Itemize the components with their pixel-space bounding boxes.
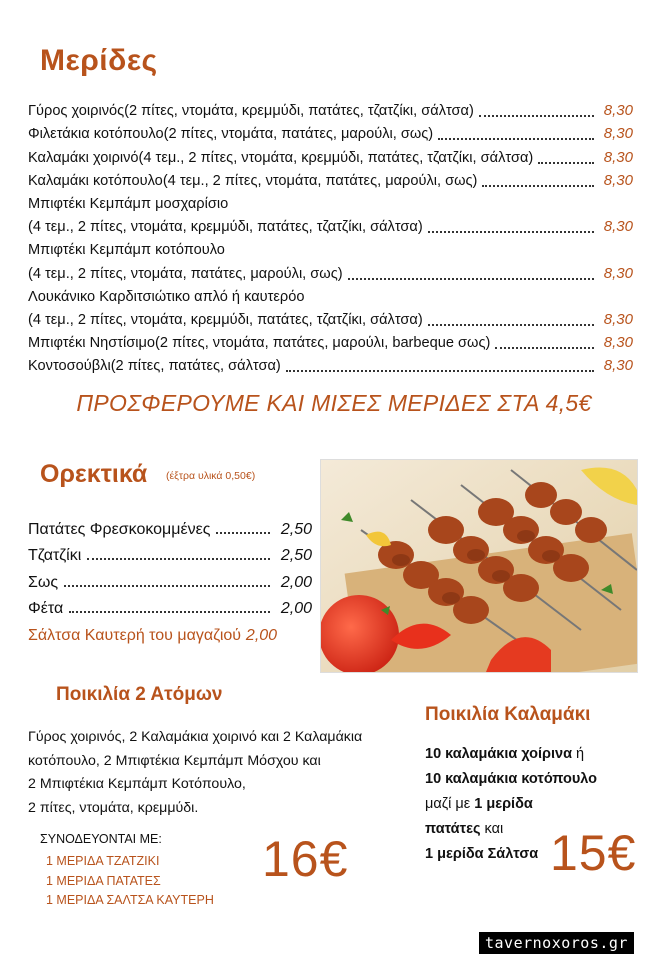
appetizer-price: 2,00: [280, 600, 312, 617]
appetizer-price: 2,00: [245, 626, 278, 644]
poikilia-2-line: κοτόπουλο, 2 Μπιφτέκια Κεμπάμπ Μόσχου και: [28, 752, 321, 769]
section-title-poikilia-2: Ποικιλία 2 Ατόμων: [56, 684, 223, 705]
appetizer-row: [28, 512, 312, 539]
menu-item-row: [28, 330, 633, 353]
appetizer-name: Τζατζίκι: [28, 547, 82, 564]
dot-leader: [69, 610, 270, 613]
souvlaki-photo: [320, 459, 638, 673]
menu-item-row: [28, 214, 633, 237]
dot-leader: [216, 531, 270, 534]
dot-leader: [495, 346, 594, 349]
dot-leader: [479, 114, 594, 117]
kal-line-3a: μαζί με: [425, 796, 475, 812]
menu-item-price: 8,30: [603, 125, 633, 143]
orektika-list: [28, 512, 312, 645]
menu-item-row: [28, 144, 633, 167]
appetizer-price: 2,50: [280, 547, 312, 564]
dot-leader: [64, 584, 270, 587]
appetizer-name: Πατάτες Φρεσκοκομμένες: [28, 520, 211, 538]
menu-item-name: Μπιφτέκι Κεμπάμπ κοτόπουλο: [28, 242, 225, 259]
extras-note: (έξτρα υλικά 0,50€): [166, 470, 256, 482]
dot-leader: [428, 230, 594, 233]
menu-item-row: [28, 237, 633, 260]
accompaniment-item: 1 ΜΕΡΙΔΑ ΠΑΤΑΤΕΣ: [46, 873, 161, 888]
menu-item-name: Καλαμάκι κοτόπουλο: [28, 172, 163, 189]
menu-item-desc: (4 τεμ., 2 πίτες, ντομάτα, κρεμμύδι, πατάτες, τζατζίκι, σάλτσα): [138, 149, 534, 166]
section-title-merides: Μερίδες: [40, 44, 158, 77]
half-portion-promo: ΠΡΟΣΦΕΡΟΥΜΕ ΚΑΙ ΜΙΣΕΣ ΜΕΡΙΔΕΣ ΣΤΑ 4,5€: [76, 390, 592, 416]
appetizer-row: [28, 539, 312, 566]
dot-leader: [482, 184, 594, 187]
menu-item-desc: (4 τεμ., 2 πίτες, ντομάτα, κρεμμύδι, πατάτες, τζατζίκι, σάλτσα): [28, 311, 423, 328]
appetizer-price: 2,00: [280, 573, 312, 591]
menu-item-row: [28, 98, 633, 121]
appetizer-name: Σως: [28, 573, 59, 591]
menu-item-row: [28, 307, 633, 330]
menu-item-row: [28, 353, 633, 376]
menu-item-price: 8,30: [603, 310, 633, 328]
menu-item-row: [28, 168, 633, 191]
kal-line-4a: πατάτες: [425, 821, 481, 837]
menu-item-price: 8,30: [603, 218, 633, 236]
menu-item-name: Κοντοσούβλι: [28, 358, 111, 375]
accompaniment-item: 1 ΜΕΡΙΔΑ ΤΖΑΤΖΙΚΙ: [46, 854, 160, 868]
menu-item-price: 8,30: [603, 357, 633, 375]
menu-item-desc: (4 τεμ., 2 πίτες, ντομάτα, κρεμμύδι, πατάτες, τζατζίκι, σάλτσα): [28, 219, 423, 236]
menu-item-desc: (4 τεμ., 2 πίτες, ντομάτα, πατάτες, μαρούλι, σως): [28, 265, 343, 282]
merides-list: [28, 98, 633, 376]
dot-leader: [348, 277, 594, 280]
menu-item-desc: (4 τεμ., 2 πίτες, ντομάτα, πατάτες, μαρούλι, σως): [162, 172, 478, 189]
section-title-poikilia-kalamaki: Ποικιλία Καλαμάκι: [425, 704, 591, 725]
dot-leader: [438, 137, 594, 140]
appetizer-name: Σάλτσα Καυτερή του μαγαζιού: [28, 626, 242, 644]
kal-line-1-or: ή: [572, 746, 585, 762]
menu-item-name: Γύρος χοιρινός: [28, 103, 125, 120]
kal-line-2: 10 καλαμάκια κοτόπουλο: [425, 771, 598, 787]
menu-item-price: 8,30: [603, 334, 633, 352]
section-title-orektika: Ορεκτικά: [40, 460, 148, 488]
menu-item-name: Φιλετάκια κοτόπουλο: [28, 126, 164, 143]
menu-item-row: [28, 260, 633, 283]
appetizer-row: [28, 565, 312, 592]
poikilia-2-line: 2 Μπιφτέκια Κεμπάμπ Κοτόπουλο,: [28, 776, 246, 792]
appetizer-price: 2,50: [280, 520, 312, 538]
dot-leader: [87, 557, 270, 560]
menu-item-price: 8,30: [603, 264, 633, 282]
menu-item-price: 8,30: [603, 148, 633, 166]
poikilia-2-description: [28, 726, 388, 820]
appetizer-row: [28, 592, 312, 619]
poikilia-kalamaki-price: 15€: [550, 825, 637, 881]
kal-line-5: 1 μερίδα Σάλτσα: [425, 846, 539, 862]
menu-item-desc: (2 πίτες, ντομάτα, πατάτες, μαρούλι, σως): [163, 126, 434, 143]
menu-item-name: Μπιφτέκι Κεμπάμπ μοσχαρίσιο: [28, 195, 229, 212]
accompaniment-item: 1 ΜΕΡΙΔΑ ΣΑΛΤΣΑ ΚΑΥΤΕΡΗ: [46, 893, 214, 907]
menu-item-price: 8,30: [603, 171, 633, 189]
menu-item-row: [28, 284, 633, 307]
menu-item-desc: (2 πίτες, πατάτες, σάλτσα): [110, 358, 281, 375]
menu-item-name: Λουκάνικο Καρδιτσιώτικο απλό ή καυτερόο: [28, 288, 305, 305]
kal-line-3b: 1 μερίδα: [474, 796, 533, 812]
menu-item-desc: (2 πίτες, ντομάτα, κρεμμύδι, πατάτες, τζατζίκι, σάλτσα): [124, 103, 474, 120]
poikilia-2-line: 2 πίτες, ντομάτα, κρεμμύδι.: [28, 799, 199, 816]
menu-item-name: Καλαμάκι χοιρινό: [28, 149, 139, 166]
appetizer-name: Φέτα: [28, 600, 64, 617]
kal-line-4b: και: [480, 821, 504, 837]
appetizer-row: [28, 618, 312, 645]
accompaniments-list: [46, 852, 214, 911]
site-watermark: tavernoxoros.gr: [479, 932, 634, 954]
dot-leader: [538, 161, 594, 164]
poikilia-2-price: 16€: [262, 831, 349, 887]
menu-item-name: Μπιφτέκι Νηστίσιμο: [28, 335, 156, 352]
menu-item-price: 8,30: [603, 102, 633, 120]
menu-item-desc: (2 πίτες, ντομάτα, πατάτες, μαρούλι, barbeque σως): [155, 335, 491, 352]
poikilia-2-line: Γύρος χοιρινός, 2 Καλαμάκια χοιρινό και 2 Καλαμάκια: [28, 729, 363, 745]
dot-leader: [428, 323, 594, 326]
menu-item-row: [28, 121, 633, 144]
kal-line-1: 10 καλαμάκια χοίρινα: [425, 746, 573, 762]
accompanied-label: ΣΥΝΟΔΕΥΟΝΤΑΙ ΜΕ:: [40, 832, 162, 846]
menu-item-row: [28, 191, 633, 214]
dot-leader: [286, 369, 594, 372]
